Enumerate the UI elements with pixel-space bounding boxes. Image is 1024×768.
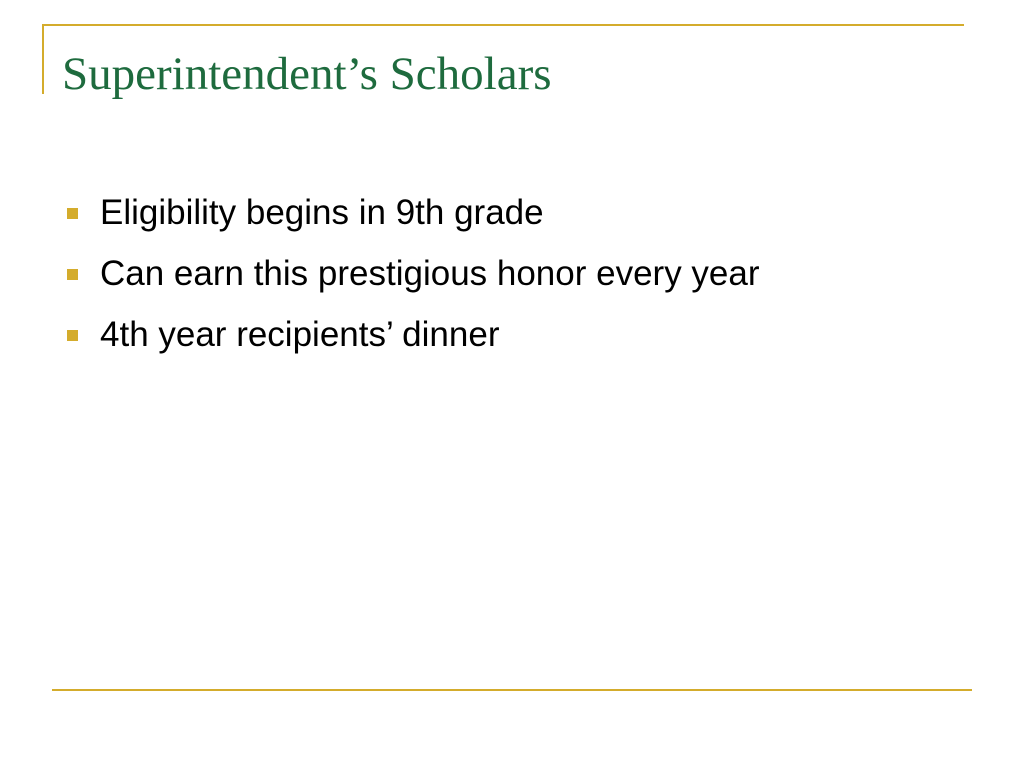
bottom-rule: [52, 689, 972, 691]
bullet-text: 4th year recipients’ dinner: [100, 315, 500, 354]
bullet-text: Eligibility begins in 9th grade: [100, 193, 544, 232]
square-bullet-icon: [67, 208, 78, 219]
square-bullet-icon: [67, 330, 78, 341]
slide-title: Superintendent’s Scholars: [62, 48, 552, 100]
bullet-text: Can earn this prestigious honor every year: [100, 254, 760, 293]
left-rule: [42, 24, 44, 94]
square-bullet-icon: [67, 269, 78, 280]
top-rule: [42, 24, 964, 26]
